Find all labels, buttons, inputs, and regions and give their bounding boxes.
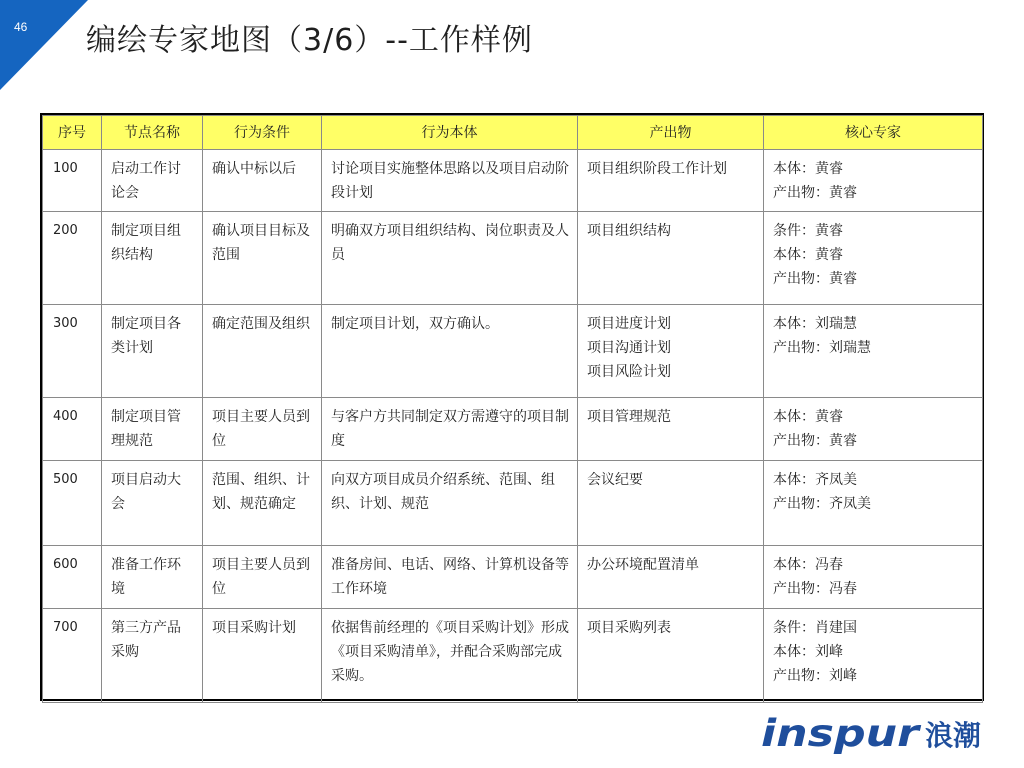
expert-line: 产出物：黄睿 — [773, 185, 857, 201]
expert-line: 本体：刘瑞慧 — [773, 316, 857, 332]
table-row — [43, 305, 983, 398]
inspur-logo — [757, 712, 997, 758]
row-id-cell: 200 — [43, 212, 102, 305]
row-id-cell: 700 — [43, 609, 102, 703]
row-action-cell: 依据售前经理的《项目采购计划》形成《项目采购清单》，并配合采购部完成采购。 — [322, 609, 578, 703]
output-line: 项目组织阶段工作计划 — [587, 161, 727, 177]
row-action-cell: 与客户方共同制定双方需遵守的项目制度 — [322, 398, 578, 461]
row-condition-cell: 项目主要人员到位 — [203, 546, 322, 609]
row-node-name-cell: 准备工作环境 — [102, 546, 203, 609]
row-action-cell: 向双方项目成员介绍系统、范围、组织、计划、规范 — [322, 461, 578, 546]
table-body — [43, 150, 983, 703]
row-id-cell: 100 — [43, 150, 102, 212]
expert-line: 产出物：齐凤美 — [773, 496, 871, 512]
row-condition-cell: 确认中标以后 — [203, 150, 322, 212]
row-condition-cell: 确定范围及组织 — [203, 305, 322, 398]
row-action-cell: 明确双方项目组织结构、岗位职责及人员 — [322, 212, 578, 305]
row-experts-cell — [764, 461, 983, 546]
row-experts-cell — [764, 305, 983, 398]
row-node-name-cell: 第三方产品采购 — [102, 609, 203, 703]
table-row — [43, 546, 983, 609]
output-line: 办公环境配置清单 — [587, 557, 699, 573]
header-action: 行为本体 — [322, 116, 578, 150]
header-output: 产出物 — [578, 116, 764, 150]
expert-line: 本体：刘峰 — [773, 644, 843, 660]
header-id: 序号 — [43, 116, 102, 150]
row-output-cell — [578, 546, 764, 609]
row-node-name-cell: 制定项目各类计划 — [102, 305, 203, 398]
expert-line: 条件：黄睿 — [773, 223, 843, 239]
expert-line: 本体：黄睿 — [773, 409, 843, 425]
row-output-cell — [578, 398, 764, 461]
output-line: 项目组织结构 — [587, 223, 671, 239]
output-line: 项目管理规范 — [587, 409, 671, 425]
expert-line: 本体：冯春 — [773, 557, 843, 573]
output-line: 会议纪要 — [587, 472, 643, 488]
corner-page-badge — [0, 0, 88, 90]
table-row — [43, 461, 983, 546]
row-output-cell — [578, 609, 764, 703]
expert-line: 产出物：刘瑞慧 — [773, 340, 871, 356]
row-condition-cell: 确认项目目标及范围 — [203, 212, 322, 305]
row-node-name-cell: 项目启动大会 — [102, 461, 203, 546]
row-output-cell — [578, 150, 764, 212]
table-row — [43, 212, 983, 305]
row-action-cell: 制定项目计划，双方确认。 — [322, 305, 578, 398]
row-condition-cell: 项目主要人员到位 — [203, 398, 322, 461]
row-id-cell: 400 — [43, 398, 102, 461]
expert-line: 产出物：黄睿 — [773, 271, 857, 287]
expert-line: 产出物：冯春 — [773, 581, 857, 597]
row-experts-cell — [764, 150, 983, 212]
row-output-cell — [578, 305, 764, 398]
row-node-name-cell: 制定项目管理规范 — [102, 398, 203, 461]
row-node-name-cell: 启动工作讨论会 — [102, 150, 203, 212]
row-experts-cell — [764, 398, 983, 461]
expert-line: 条件：肖建国 — [773, 620, 857, 636]
row-experts-cell — [764, 609, 983, 703]
row-output-cell — [578, 212, 764, 305]
output-line: 项目采购列表 — [587, 620, 671, 636]
expert-line: 产出物：黄睿 — [773, 433, 857, 449]
row-action-cell: 准备房间、电话、网络、计算机设备等工作环境 — [322, 546, 578, 609]
row-action-cell: 讨论项目实施整体思路以及项目启动阶段计划 — [322, 150, 578, 212]
expert-map-table-container — [40, 113, 984, 701]
row-experts-cell — [764, 212, 983, 305]
output-line: 项目风险计划 — [587, 364, 671, 380]
expert-map-table — [42, 115, 983, 703]
row-id-cell: 600 — [43, 546, 102, 609]
expert-line: 本体：黄睿 — [773, 161, 843, 177]
page-number: 46 — [14, 20, 28, 34]
table-row — [43, 609, 983, 703]
expert-line: 产出物：刘峰 — [773, 668, 857, 684]
row-experts-cell — [764, 546, 983, 609]
header-experts: 核心专家 — [764, 116, 983, 150]
row-id-cell: 500 — [43, 461, 102, 546]
row-node-name-cell: 制定项目组织结构 — [102, 212, 203, 305]
output-line: 项目沟通计划 — [587, 340, 671, 356]
table-row — [43, 398, 983, 461]
header-node-name: 节点名称 — [102, 116, 203, 150]
row-condition-cell: 范围、组织、计划、规范确定 — [203, 461, 322, 546]
row-id-cell: 300 — [43, 305, 102, 398]
expert-line: 本体：黄睿 — [773, 247, 843, 263]
logo-chinese: 浪潮 — [925, 719, 982, 752]
row-output-cell — [578, 461, 764, 546]
table-header-row — [43, 116, 983, 150]
output-line: 项目进度计划 — [587, 316, 671, 332]
table-row — [43, 150, 983, 212]
page-title: 编绘专家地图（3/6）--工作样例 — [86, 23, 533, 58]
header-condition: 行为条件 — [203, 116, 322, 150]
logo-wordmark: inspur — [761, 712, 923, 755]
row-condition-cell: 项目采购计划 — [203, 609, 322, 703]
expert-line: 本体：齐凤美 — [773, 472, 857, 488]
